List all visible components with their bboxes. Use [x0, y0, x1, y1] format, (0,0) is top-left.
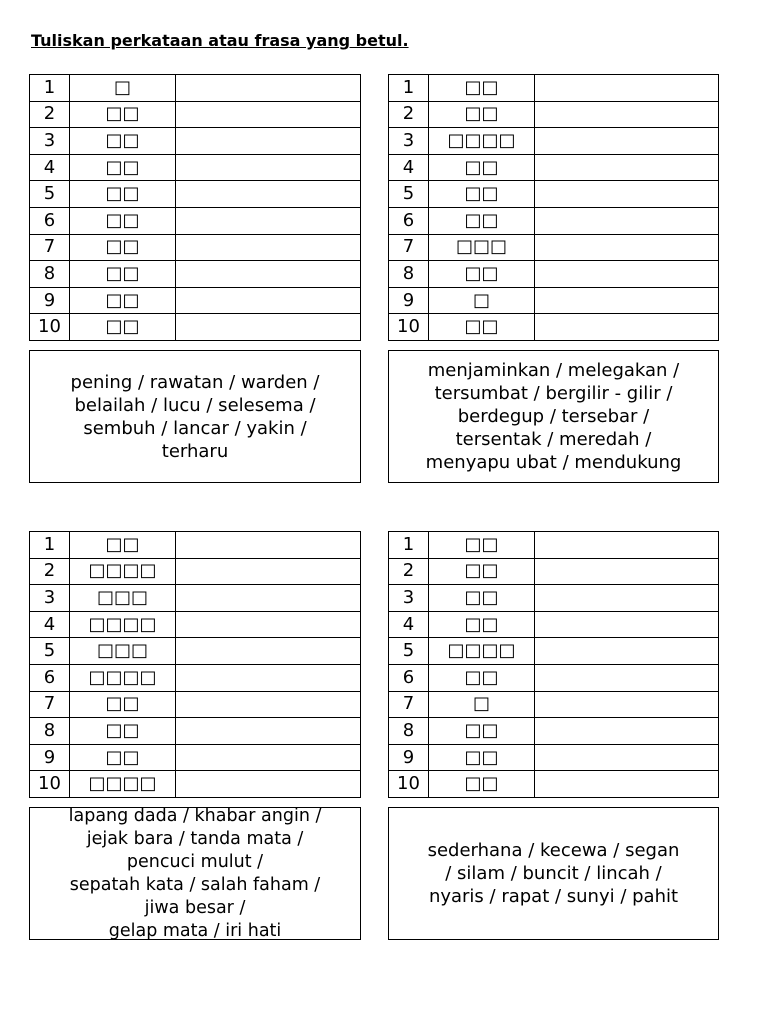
word-bank-text [428, 839, 680, 908]
table-row [389, 261, 719, 288]
word-bank-line: berdegup / tersebar / [457, 406, 650, 427]
chinese-word: □□ [70, 314, 176, 341]
table-row [389, 718, 719, 745]
table-row [30, 611, 361, 638]
worksheet-title: Tuliskan perkataan atau frasa yang betul. [31, 31, 409, 50]
chinese-word: □□ [70, 287, 176, 314]
chinese-word: □□□□ [70, 664, 176, 691]
question-number: 6 [389, 207, 429, 234]
question-number: 10 [30, 314, 70, 341]
word-bank-line: gelap mata / iri hati [108, 920, 282, 941]
question-table-2 [388, 74, 719, 341]
answer-cell[interactable] [535, 234, 719, 261]
question-number: 8 [389, 261, 429, 288]
answer-cell[interactable] [535, 532, 719, 559]
question-number: 1 [30, 532, 70, 559]
chinese-word: □□ [70, 744, 176, 771]
answer-cell[interactable] [176, 638, 361, 665]
answer-cell[interactable] [535, 664, 719, 691]
answer-cell[interactable] [535, 207, 719, 234]
chinese-word: □□ [70, 101, 176, 128]
word-bank-4 [388, 807, 719, 940]
question-number: 9 [30, 744, 70, 771]
chinese-word: □□ [70, 234, 176, 261]
table-row [30, 638, 361, 665]
answer-cell[interactable] [176, 154, 361, 181]
chinese-word: □□ [429, 744, 535, 771]
table-row [389, 101, 719, 128]
answer-cell[interactable] [535, 638, 719, 665]
answer-cell[interactable] [176, 611, 361, 638]
table-row [30, 585, 361, 612]
answer-cell[interactable] [535, 154, 719, 181]
word-bank-line: / silam / buncit / lincah / [445, 863, 662, 884]
answer-cell[interactable] [176, 287, 361, 314]
answer-cell[interactable] [535, 585, 719, 612]
table-row [30, 101, 361, 128]
question-number: 10 [389, 771, 429, 798]
word-bank-2 [388, 350, 719, 483]
chinese-word: □□ [429, 664, 535, 691]
answer-cell[interactable] [176, 558, 361, 585]
table-row [389, 691, 719, 718]
chinese-word: □□ [429, 314, 535, 341]
answer-cell[interactable] [176, 314, 361, 341]
answer-cell[interactable] [535, 181, 719, 208]
question-number: 4 [30, 611, 70, 638]
question-number: 4 [30, 154, 70, 181]
answer-cell[interactable] [176, 75, 361, 102]
chinese-word: □□ [429, 261, 535, 288]
chinese-word: □□ [429, 558, 535, 585]
chinese-word: □□ [70, 207, 176, 234]
answer-cell[interactable] [535, 261, 719, 288]
question-number: 6 [389, 664, 429, 691]
answer-cell[interactable] [535, 718, 719, 745]
question-number: 4 [389, 611, 429, 638]
table-row [389, 75, 719, 102]
question-number: 8 [30, 261, 70, 288]
answer-cell[interactable] [176, 207, 361, 234]
answer-cell[interactable] [535, 287, 719, 314]
answer-cell[interactable] [176, 718, 361, 745]
word-bank-line: tersentak / meredah / [455, 429, 652, 450]
word-bank-line: menjaminkan / melegakan / [427, 360, 680, 381]
answer-cell[interactable] [535, 101, 719, 128]
table-row [30, 128, 361, 155]
table-row [30, 181, 361, 208]
table-row [389, 532, 719, 559]
table-row [30, 207, 361, 234]
chinese-word: □□ [429, 532, 535, 559]
answer-cell[interactable] [176, 101, 361, 128]
question-number: 1 [30, 75, 70, 102]
question-number: 9 [389, 744, 429, 771]
question-number: 3 [389, 585, 429, 612]
answer-cell[interactable] [176, 128, 361, 155]
chinese-word: □□ [429, 101, 535, 128]
chinese-word: □□ [429, 718, 535, 745]
chinese-word: □ [429, 691, 535, 718]
question-number: 3 [389, 128, 429, 155]
chinese-word: □□ [429, 771, 535, 798]
table-row [30, 532, 361, 559]
table-row [30, 691, 361, 718]
chinese-word: □□ [429, 585, 535, 612]
word-bank-text [69, 805, 322, 943]
answer-cell[interactable] [176, 234, 361, 261]
chinese-word: □□□ [70, 585, 176, 612]
chinese-word: □□□□ [70, 771, 176, 798]
answer-cell[interactable] [535, 558, 719, 585]
table-row [30, 261, 361, 288]
table-row [389, 664, 719, 691]
question-number: 9 [30, 287, 70, 314]
question-number: 8 [389, 718, 429, 745]
question-number: 9 [389, 287, 429, 314]
chinese-word: □ [429, 287, 535, 314]
table-row [30, 287, 361, 314]
table-row [389, 128, 719, 155]
table-row [389, 287, 719, 314]
word-bank-line: sederhana / kecewa / segan [427, 840, 680, 861]
chinese-word: □□□□ [70, 611, 176, 638]
word-bank-line: nyaris / rapat / sunyi / pahit [428, 886, 679, 907]
answer-cell[interactable] [535, 75, 719, 102]
question-number: 10 [30, 771, 70, 798]
table-row [389, 744, 719, 771]
answer-cell[interactable] [176, 532, 361, 559]
question-table-3 [29, 531, 361, 798]
chinese-word: □□□□ [429, 128, 535, 155]
word-bank-line: sepatah kata / salah faham / [69, 874, 321, 895]
question-number: 6 [30, 664, 70, 691]
chinese-word: □□ [429, 207, 535, 234]
table-row [30, 718, 361, 745]
chinese-word: □□□□ [70, 558, 176, 585]
chinese-word: □□ [70, 128, 176, 155]
answer-cell[interactable] [176, 585, 361, 612]
answer-cell[interactable] [535, 128, 719, 155]
word-bank-1 [29, 350, 361, 483]
table-row [389, 585, 719, 612]
chinese-word: □□□ [429, 234, 535, 261]
table-row [389, 638, 719, 665]
question-table-4 [388, 531, 719, 798]
question-number: 3 [30, 128, 70, 155]
chinese-word: □□ [429, 75, 535, 102]
table-row [30, 234, 361, 261]
answer-cell[interactable] [535, 771, 719, 798]
table-row [389, 154, 719, 181]
question-number: 4 [389, 154, 429, 181]
question-number: 6 [30, 207, 70, 234]
word-bank-line: menyapu ubat / mendukung [425, 452, 682, 473]
word-bank-line: pening / rawatan / warden / [70, 371, 320, 393]
answer-cell[interactable] [535, 691, 719, 718]
answer-cell[interactable] [176, 771, 361, 798]
table-row [389, 207, 719, 234]
word-bank-line: pencuci mulut / [126, 851, 264, 872]
table-row [30, 744, 361, 771]
chinese-word: □□ [429, 181, 535, 208]
chinese-word: □□ [429, 611, 535, 638]
question-table-1 [29, 74, 361, 341]
question-number: 5 [30, 638, 70, 665]
question-number: 2 [30, 101, 70, 128]
word-bank-line: sembuh / lancar / yakin / [83, 417, 307, 439]
question-number: 2 [389, 558, 429, 585]
chinese-word: □□ [70, 154, 176, 181]
table-row [389, 234, 719, 261]
question-number: 5 [389, 181, 429, 208]
chinese-word: □□ [70, 691, 176, 718]
answer-cell[interactable] [176, 664, 361, 691]
answer-cell[interactable] [176, 744, 361, 771]
answer-cell[interactable] [535, 314, 719, 341]
answer-cell[interactable] [535, 744, 719, 771]
table-row [389, 771, 719, 798]
question-number: 2 [30, 558, 70, 585]
table-row [30, 771, 361, 798]
table-row [30, 314, 361, 341]
question-number: 1 [389, 532, 429, 559]
word-bank-line: belailah / lucu / selesema / [74, 394, 316, 416]
table-row [30, 75, 361, 102]
word-bank-line: terharu [161, 440, 229, 462]
table-row [389, 181, 719, 208]
chinese-word: □□ [70, 181, 176, 208]
chinese-word: □□ [70, 532, 176, 559]
question-number: 7 [30, 691, 70, 718]
table-row [30, 664, 361, 691]
table-row [389, 314, 719, 341]
question-number: 5 [30, 181, 70, 208]
answer-cell[interactable] [176, 691, 361, 718]
question-number: 10 [389, 314, 429, 341]
word-bank-line: jiwa besar / [144, 897, 246, 918]
word-bank-line: lapang dada / khabar angin / [68, 805, 322, 826]
question-number: 7 [30, 234, 70, 261]
chinese-word: □□□□ [429, 638, 535, 665]
question-number: 5 [389, 638, 429, 665]
answer-cell[interactable] [176, 261, 361, 288]
chinese-word: □ [70, 75, 176, 102]
table-row [389, 558, 719, 585]
word-bank-line: jejak bara / tanda mata / [86, 828, 304, 849]
question-number: 7 [389, 234, 429, 261]
chinese-word: □□□ [70, 638, 176, 665]
word-bank-text [71, 371, 320, 463]
table-row [30, 558, 361, 585]
chinese-word: □□ [70, 261, 176, 288]
chinese-word: □□ [70, 718, 176, 745]
answer-cell[interactable] [176, 181, 361, 208]
chinese-word: □□ [429, 154, 535, 181]
word-bank-line: tersumbat / bergilir - gilir / [434, 383, 673, 404]
question-number: 2 [389, 101, 429, 128]
table-row [30, 154, 361, 181]
answer-cell[interactable] [535, 611, 719, 638]
table-row [389, 611, 719, 638]
word-bank-3 [29, 807, 361, 940]
question-number: 3 [30, 585, 70, 612]
question-number: 8 [30, 718, 70, 745]
word-bank-text [426, 359, 682, 474]
question-number: 1 [389, 75, 429, 102]
question-number: 7 [389, 691, 429, 718]
